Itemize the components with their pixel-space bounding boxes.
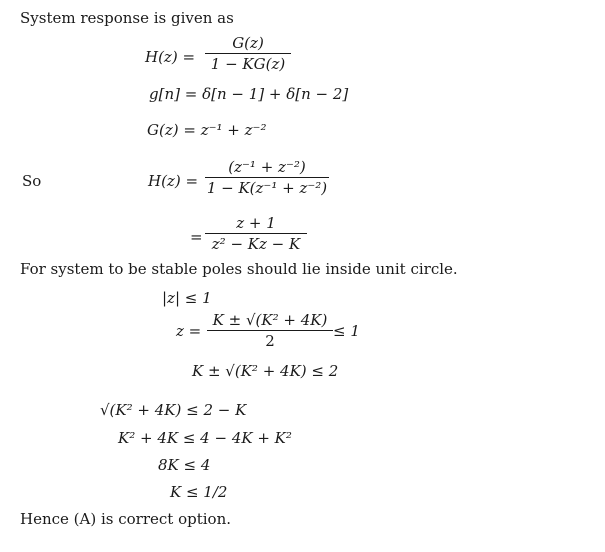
z-root-fraction (207, 311, 333, 350)
so-numerator: (z⁻¹ + z⁻²) (228, 158, 306, 176)
stability-text: For system to be stable poles should lie inside unit circle. (20, 260, 458, 278)
intro-text: System response is given as (20, 9, 234, 27)
k-pm-ineq: K ± √(K² + 4K) ≤ 2 (192, 362, 339, 380)
eq2-fraction (205, 214, 307, 253)
h-z-lhs: H(z) = (145, 48, 196, 66)
so-h-lhs: H(z) = (148, 172, 199, 190)
conclusion-text: Hence (A) is correct option. (20, 510, 231, 528)
eq2-lhs: = (190, 228, 203, 246)
eq2-denominator: z² − Kz − K (211, 235, 301, 253)
eight-k-ineq: 8K ≤ 4 (158, 456, 211, 474)
eq2-numerator: z + 1 (236, 214, 276, 232)
h-z-numerator: G(z) (232, 34, 264, 52)
h-z-fraction (205, 34, 291, 73)
squared-ineq: K² + 4K ≤ 4 − 4K + K² (118, 429, 292, 447)
g-z-eq: G(z) = z⁻¹ + z⁻² (147, 121, 267, 139)
abs-z-ineq: |z| ≤ 1 (162, 289, 212, 307)
k-final-ineq: K ≤ 1/2 (170, 483, 228, 501)
so-denominator: 1 − K(z⁻¹ + z⁻²) (206, 179, 328, 197)
sqrt-ineq: √(K² + 4K) ≤ 2 − K (100, 401, 247, 419)
z-root-lhs: z = (176, 322, 202, 340)
z-root-denominator: 2 (265, 332, 275, 350)
impulse-response-eq: g[n] = δ[n − 1] + δ[n − 2] (149, 85, 349, 103)
h-z-denominator: 1 − KG(z) (210, 55, 286, 73)
z-root-numerator: K ± √(K² + 4K) (212, 311, 328, 329)
so-fraction (205, 158, 329, 197)
so-label: So (22, 172, 42, 190)
z-root-rhs: ≤ 1 (333, 322, 360, 340)
